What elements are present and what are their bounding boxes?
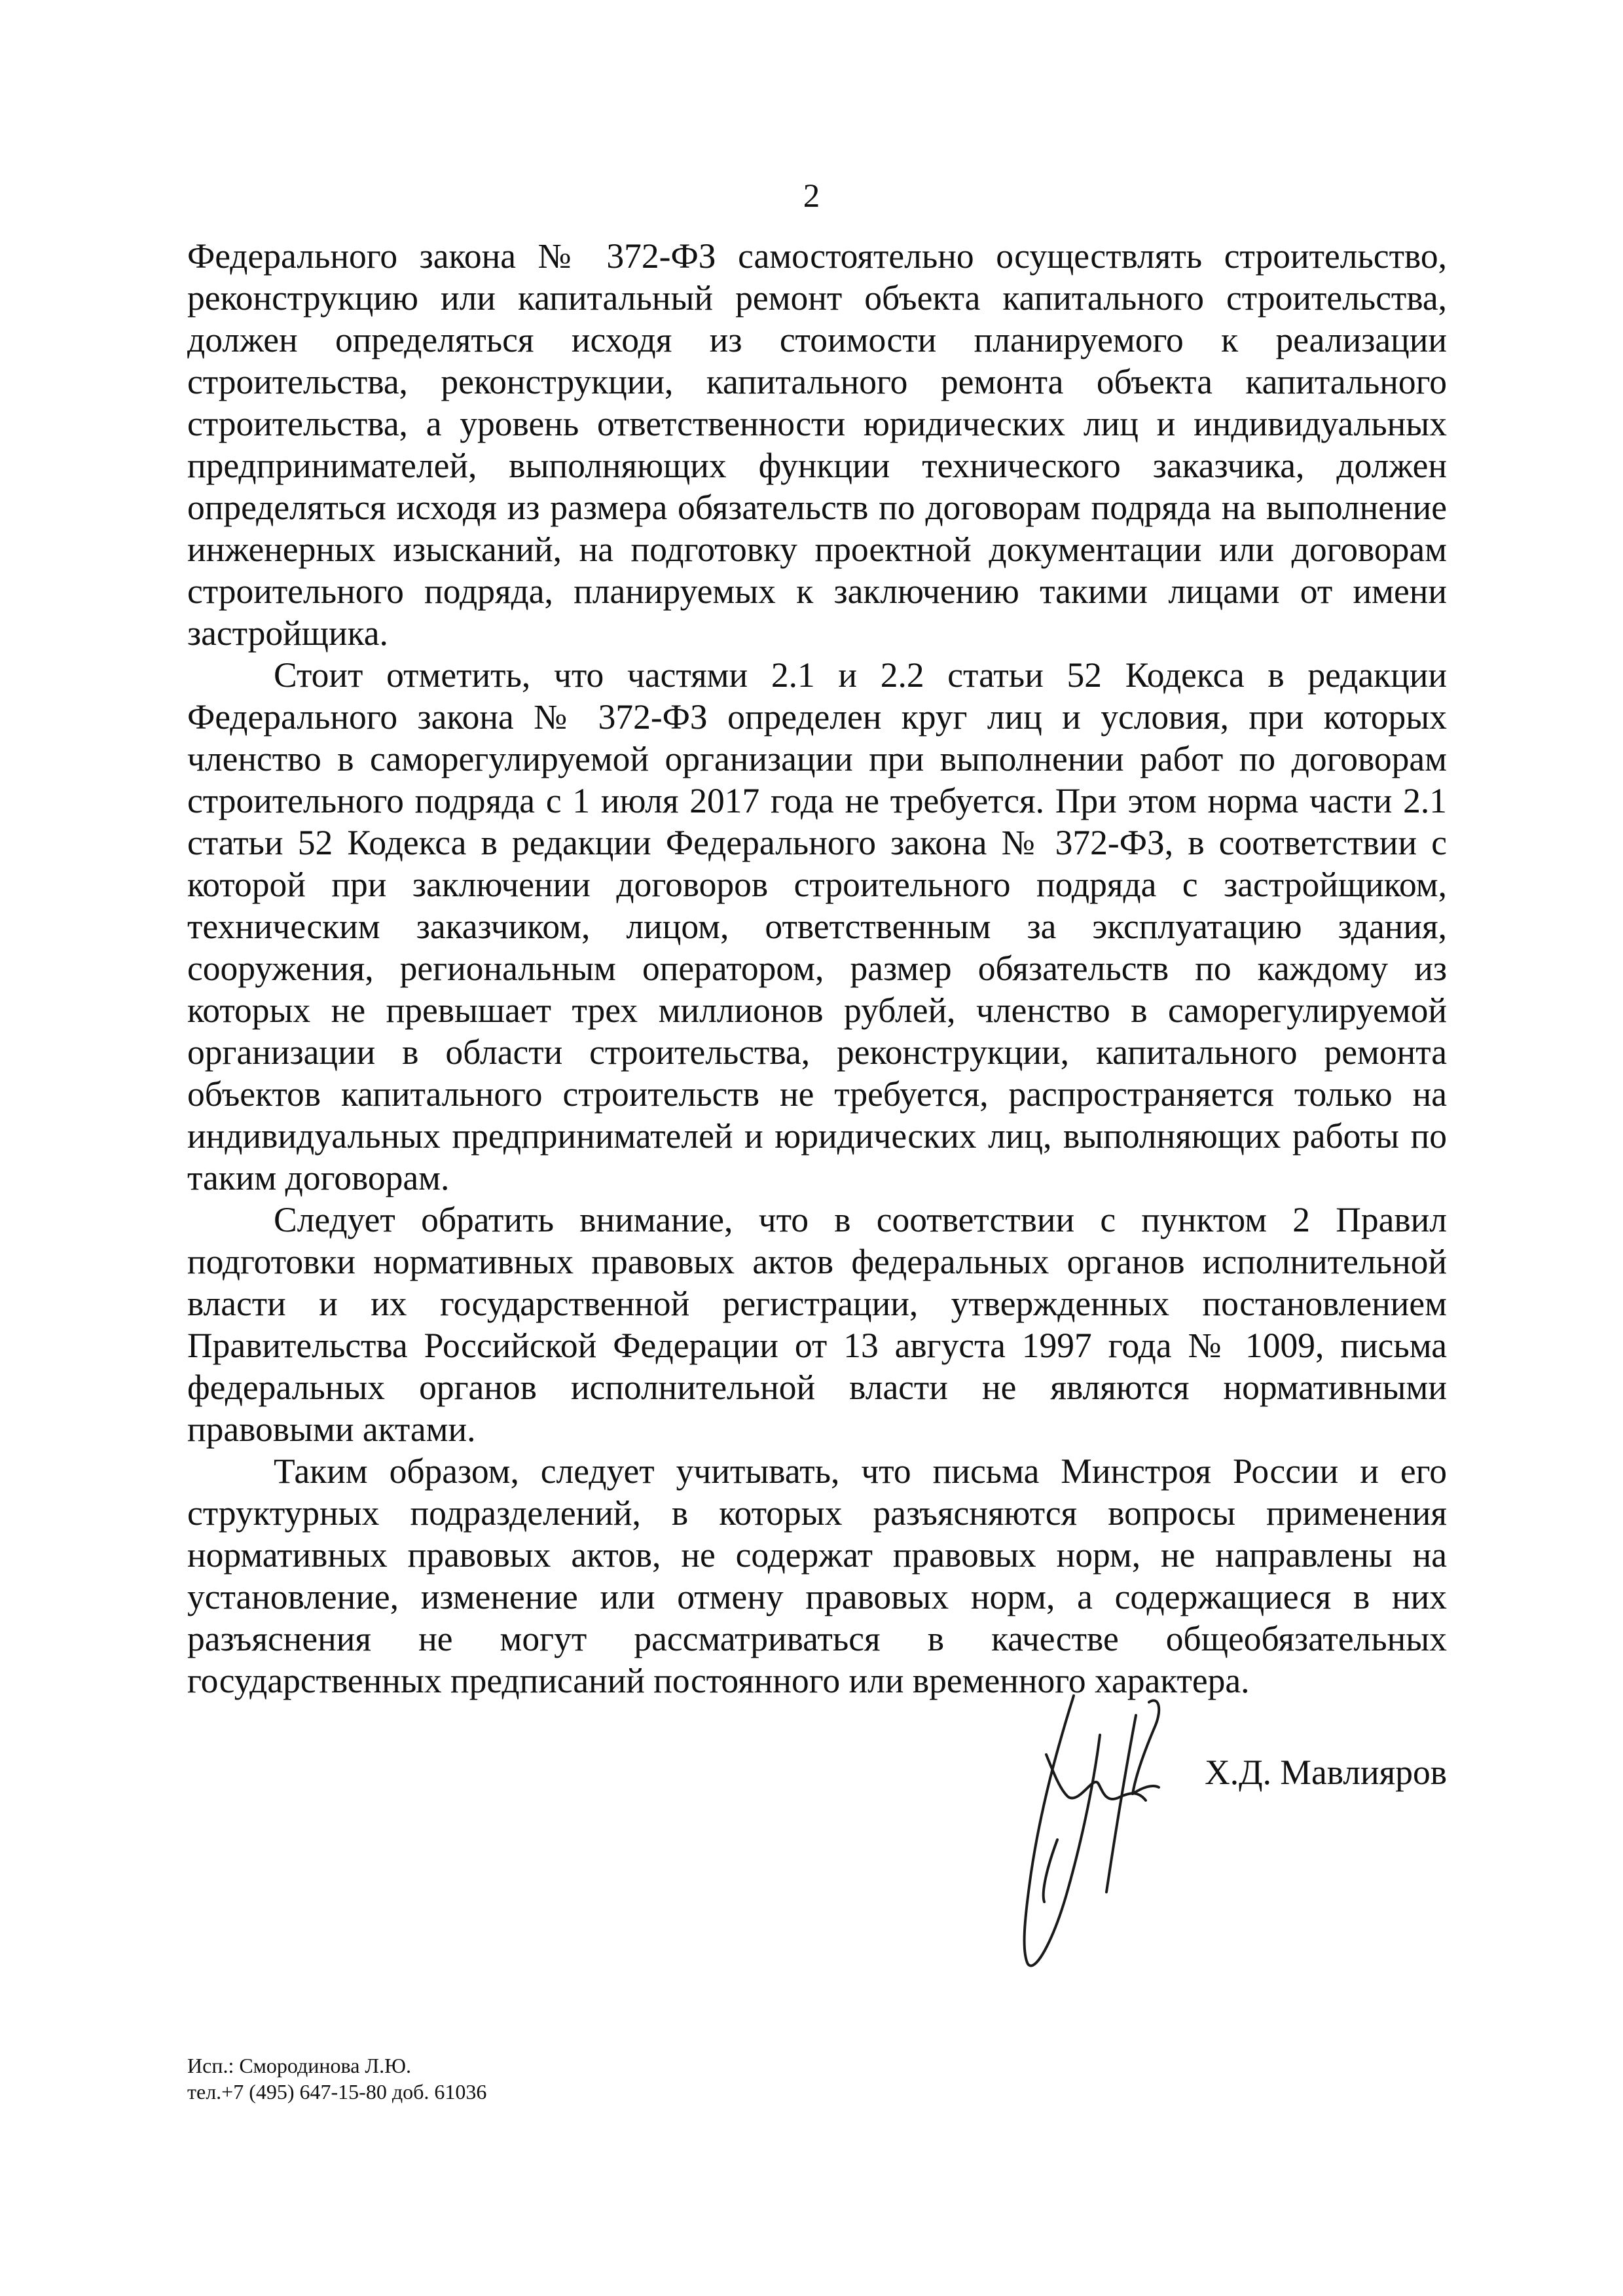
letter-body [187, 235, 1447, 1702]
signature-block [995, 1676, 1453, 1990]
handwritten-signature [995, 1676, 1218, 1990]
signer-name: Х.Д. Мавлияров [1205, 1753, 1447, 1792]
paragraph-conclusion: Таким образом, следует учитывать, что письма Минстроя России и его структурных подразделений, в которых разъясняются вопросы применения нормативных правовых актов, не содержат правовых норм, не направлены на установление, изменение или отмену правовых норм, а содержащиеся в них разъяснения не могут рассматриваться в качестве общеобязательных государственных предписаний постоянного или временного характера. [187, 1451, 1447, 1700]
executor-name: Исп.: Смородинова Л.Ю. [187, 2054, 412, 2077]
paragraph-continuation: Федерального закона № 372-ФЗ самостоятельно осуществлять строительство, реконструкцию или капитальный ремонт объекта капитального строительства, должен определяться исходя из стоимости планируемого к реализации строительства, реконструкции, капитального ремонта объекта капитального строительства, а уровень ответственности юридических лиц и индивидуальных предпринимателей, выполняющих функции технического заказчика, должен определяться исходя из размера обязательств по договорам подряда на выполнение инженерных изысканий, на подготовку проектной документации или договорам строительного подряда, планируемых к заключению такими лицами от имени застройщика. [187, 236, 1447, 653]
page-number: 2 [803, 178, 820, 215]
paragraph-normative-acts: Следует обратить внимание, что в соответствии с пунктом 2 Правил подготовки нормативных правовых актов федеральных органов исполнительной власти и их государственной регистрации, утвержденных постановлением Правительства Российской Федерации от 13 августа 1997 года № 1009, письма федеральных органов исполнительной власти не являются нормативными правовыми актами. [187, 1200, 1447, 1449]
executor-info [187, 2052, 486, 2105]
paragraph-sro-membership: Стоит отметить, что частями 2.1 и 2.2 статьи 52 Кодекса в редакции Федерального закона № 372-ФЗ определен круг лиц и условия, при которых членство в саморегулируемой организации при выполнении работ по договорам строительного подряда с 1 июля 2017 года не требуется. При этом норма части 2.1 статьи 52 Кодекса в редакции Федерального закона № 372-ФЗ, в соответствии с которой при заключении договоров строительного подряда с застройщиком, техническим заказчиком, лицом, ответственным за эксплуатацию здания, сооружения, региональным оператором, размер обязательств по каждому из которых не превышает трех миллионов рублей, членство в саморегулируемой организации в области строительства, реконструкции, капитального ремонта объектов капитального строительств не требуется, распространяется только на индивидуальных предпринимателей и юридических лиц, выполняющих работы по таким договорам. [187, 655, 1447, 1197]
executor-phone: тел.+7 (495) 647-15-80 доб. 61036 [187, 2080, 487, 2104]
